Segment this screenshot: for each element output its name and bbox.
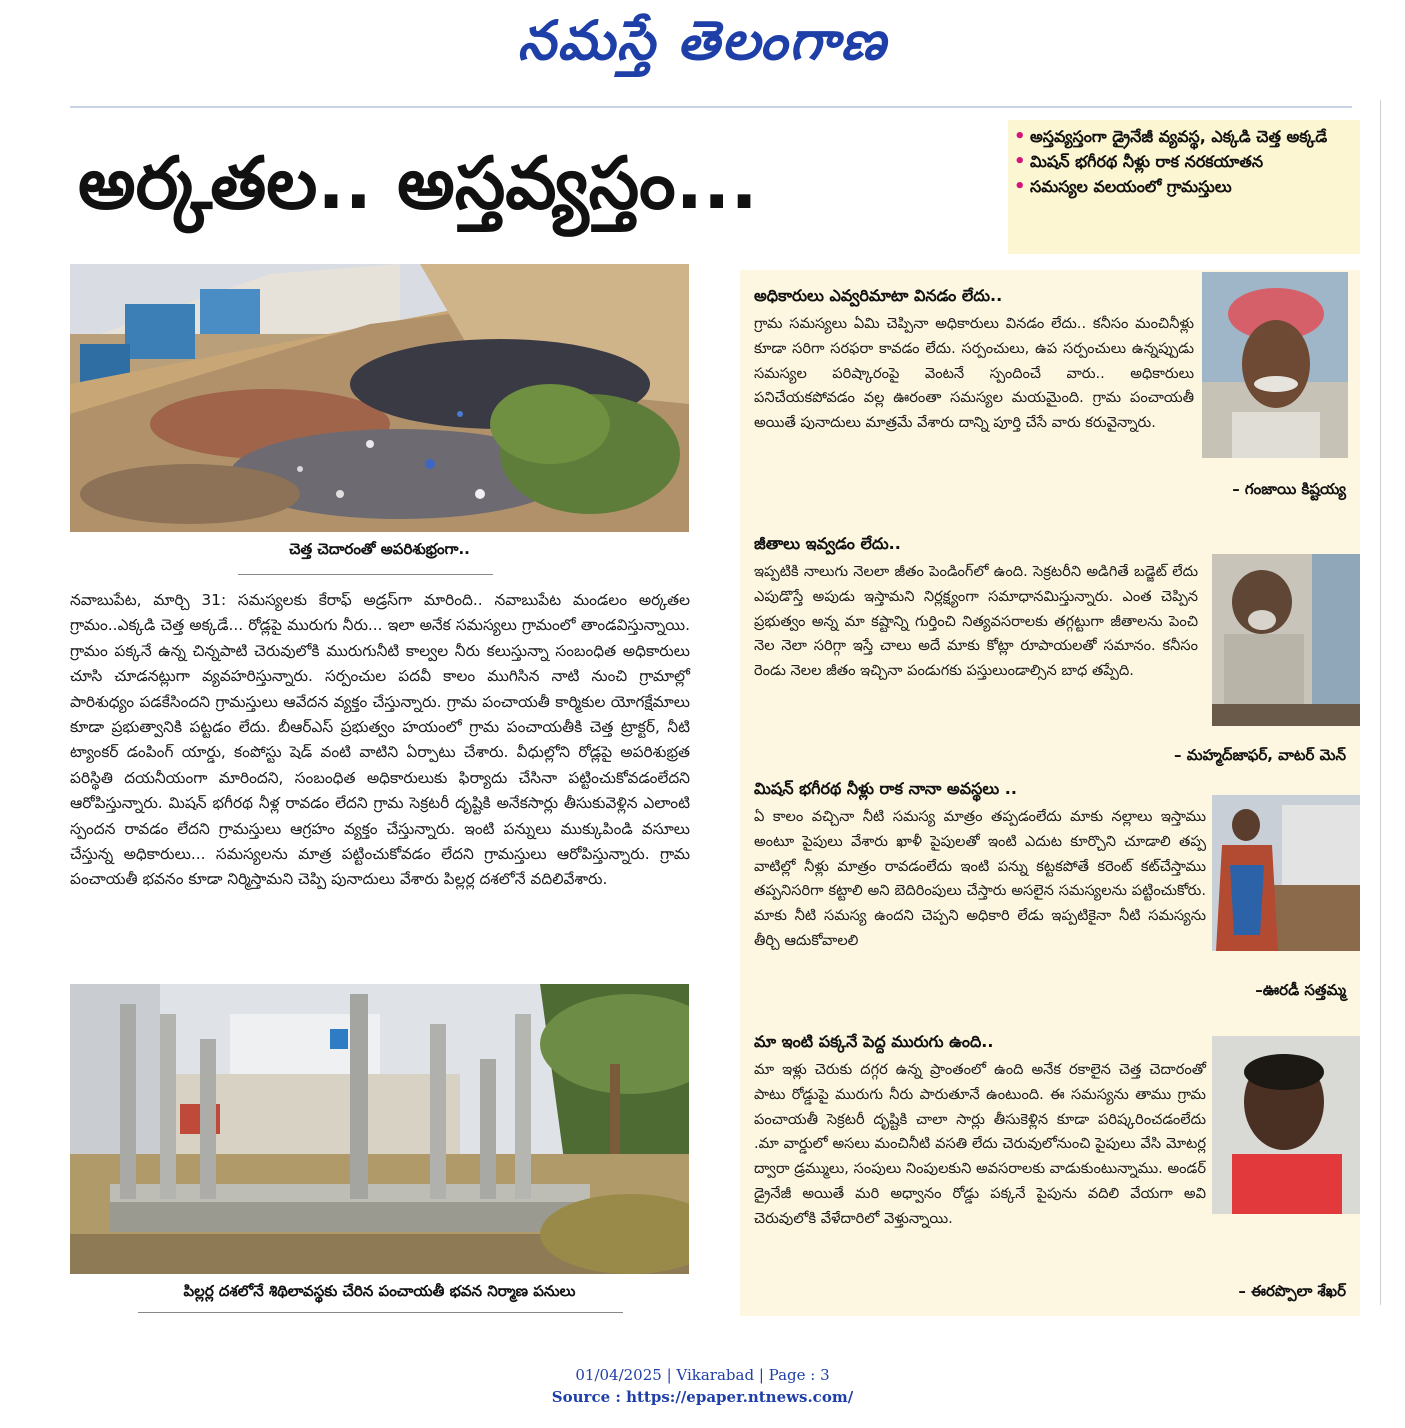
quote-signature: –ఊరడీ సత్తమ్మ [1255,981,1346,999]
pillars-photo [70,984,689,1274]
caption-rule [138,1312,623,1313]
quotes-sidebar [740,270,1360,1316]
quote-block [740,270,1360,520]
quote-body: ఇప్పటికి నాలుగు నెలలా జీతం పెండింగ్‌లో ఉంది. సెక్రటరీని అడిగితే బడ్జెట్ లేదు ఎపుడొస్తే అపుడు ఇస్తామని నిర్లక్ష్యంగా సమాధానమిస్తున్నారు. ఎంత చెప్పిన ప్రభుత్వం అన్న మా కష్టాన్ని గుర్తించి నిత్యవసరాలకు తగ్గట్టుగా జీతాలను పెంచి నెల నెలా సరిగ్గా ఇస్తే చాలు అదే మాకు కోట్లా రూపాయలతో సమానం. కనీసం రెండు నెలల జీతం ఇచ్చినా పండుగకు పస్తులుండాల్సిన బాధ తప్పేది. [754,563,1198,680]
portrait-photo [1202,272,1348,458]
bullet-dot-icon: • [1014,126,1026,147]
garbage-photo [70,264,689,532]
quote-block [740,775,1360,1015]
footer-date-page: 01/04/2025 | Vikarabad | Page : 3 [575,1366,830,1384]
quote-body: గ్రామ సమస్యలు ఏమి చెప్పినా అధికారులు వినడం లేదు.. కనీసం మంచినీళ్లు కూడా సరిగా సరఫరా కావడం లేదు. సర్పంచులు, ఉప సర్పంచులు ఉన్నప్పుడు సమస్యల పరిష్కారంపై వెంటనే స్పందించే వారు.. అధికారులు పనిచేయకపోవడం వల్ల ఊరంతా సమస్యల మయమైంది. గ్రామ పంచాయతీ అయితే పునాదులు మాత్రమే వేశారు దాన్ని పూర్తి చేసే వారు కరువైన్నారు. [754,315,1194,432]
quote-body: మా ఇళ్లు చెరుకు దగ్గర ఉన్న ప్రాంతంలో ఉంది అనేక రకాలైన చెత్త చెదారంతో పాటు రోడ్డుపై మురుగు నీరు పారుతూనే ఉంటుంది. ఈ సమస్యను తాము గ్రామ పంచాయతీ సెక్రటరీ దృష్టికి చాలా సార్లు తీసుకెళ్లిన కూడా పరిష్కరించడంలేదు .మా వార్డులో అసలు మంచినీటి వసతి లేదు చెరువులోనుంచి పైపులు వేసి మోటర్ల ద్వారా డ్రమ్ములు, సంపులు నింపులకుని అవసరాలకు వాడుకుంటున్నాము. అండర్ డ్రైనేజీ అయితే మరి అధ్వానం రోడ్డు పక్కనే పైపును వదిలి వేయగా అవి చెరువులోకి వేళేదారిలో వెళ్తున్నాయి. [754,1061,1206,1227]
bottom-photo-caption: పిల్లర్ల దశలోనే శిథిలావస్థకు చేరిన పంచాయతీ భవన నిర్మాణ పనులు [183,1282,576,1300]
quote-block [740,532,1360,772]
top-rule [70,106,1352,108]
quote-block [740,1028,1360,1316]
portrait-photo [1212,1036,1360,1214]
right-rule [1380,100,1381,1305]
masthead-logo: నమస్తే తెలంగాణ [517,8,888,72]
caption-rule [238,574,493,575]
quote-signature: – మహ్మద్‌జాఫర్, వాటర్ మెన్ [1173,746,1346,764]
top-photo-caption: చెత్త చెదారంతో అపరిశుభ్రంగా.. [289,540,470,558]
bullet-item: • సమస్యల వలయంలో గ్రామస్తులు [1014,176,1232,197]
quote-title: మిషన్ భగీరథ నీళ్లు రాక నానా అవస్థలు .. [754,779,1017,798]
bullet-dot-icon: • [1014,176,1026,197]
portrait-photo [1212,554,1360,726]
bullet-item: • అస్తవ్యస్తంగా డ్రైనేజీ వ్యవస్థ, ఎక్కడి చెత్త అక్కడే [1014,126,1328,147]
quote-title: అధికారులు ఎవ్వరిమాటా వినడం లేదు.. [754,286,1003,305]
bullet-dot-icon: • [1014,151,1026,172]
bullet-box [1008,120,1360,254]
headline: అర్కతల.. అస్తవ్యస్తం... [78,141,758,225]
footer-source-link[interactable]: Source : https://epaper.ntnews.com/ [551,1388,854,1406]
quote-signature: – ఈరప్పొలా శేఖర్ [1238,1282,1346,1300]
quote-title: మా ఇంటి పక్కనే పెద్ద మురుగు ఉంది.. [754,1032,994,1051]
bullet-item: • మిషన్ భగీరథ నీళ్లు రాక నరకయాతన [1014,151,1264,172]
article-body: నవాబుపేట, మార్చి 31: సమస్యలకు కేరాఫ్ అడ్రస్‌గా మారింది.. నవాబుపేట మండలం అర్కతల గ్రామం..ఎక్కడి చెత్త అక్కడే... రోడ్లపై మురుగు నీరు... ఇలా అనేక సమస్యలు గ్రామంలో తాండవిస్తున్నాయి. గ్రామం పక్కనే ఉన్న చిన్నపాటి చెరువులోకి మురుగునీటి కాల్వల నీరు కలుస్తున్నా సంబంధిత అధికారులు చూసి చూడనట్లుగా వ్యవహరిస్తున్నారు. సర్పంచుల పదవీ కాలం ముగిసిన నాటి నుంచి గ్రామాల్లో పారిశుధ్యం పడకేసిందని గ్రామస్తులు ఆవేదన వ్యక్తం చేస్తున్నారు. గ్రామ పంచాయతీ కార్మికుల యోగక్షేమాలు కూడా ప్రభుత్వానికి పట్టడం లేదు. బీఆర్‌ఎస్ ప్రభుత్వం హయంలో గ్రామ పంచాయతీకి చెత్త ట్రాక్టర్, నీటి ట్యాంకర్ డంపింగ్ యార్డు, కంపోస్టు షెడ్ వంటి వాటిని ఏర్పాటు చేశారు. వీధుల్లోని రోడ్లపై అపరిశుభ్రత పరిస్థితి దయనీయంగా మారిందని, సంబంధిత అధికారులుకు ఫిర్యాదు చేసినా పట్టించుకోవడంలేదని ఆరోపిస్తున్నారు. మిషన్ భగీరథ నీళ్ల రావడం లేదని గ్రామ సెక్రటరీ దృష్టికి అనేకసార్లు తీసుకువెళ్లిన ఎలాంటి స్పందన రావడం లేదని గ్రామస్తులు ఆగ్రహం వ్యక్తం చేస్తున్నారు. ఇంటి పన్నులు ముక్కుపిండి వసూలు చేస్తున్న అధికారులు... సమస్యలను మాత్ర పట్టించుకోవడం లేదని గ్రామస్తులు ఆరోపిస్తున్నారు. గ్రామ పంచాయతీ భవనం కూడా నిర్మిస్తామని చెప్పి పునాదులు వేశారు పిల్లర్ల దశలోనే వదిలివేశారు. [70,591,690,889]
quote-body: ఏ కాలం వచ్చినా నీటి సమస్య మాత్రం తప్పడంలేదు మాకు నల్లాలు ఇస్తాము అంటూ పైపులు వేశారు ఖాళీ పైపులతో ఇంటి ఎదుట కూర్చొని చూడాలి తప్ప వాటిల్లో నీళ్లు మాత్రం రావడంలేదు ఇంటి పన్ను కట్టకపోతే కరెంట్ కట్‌చేస్తాము తప్పనిసరిగా కట్టాలి అని బెదిరింపులు చేస్తారు అసలైన సమస్యలను పట్టించుకోరు. మాకు నీటి సమస్య ఉందని చెప్పని అధికారి లేడు ఇప్పటికైనా నీటి సమస్యను తీర్చి ఆదుకోవాలలి [754,808,1206,949]
portrait-photo [1212,795,1360,951]
quote-title: జీతాలు ఇవ్వడం లేదు.. [754,534,901,553]
quote-signature: – గంజాయి కిష్టయ్య [1232,480,1346,498]
